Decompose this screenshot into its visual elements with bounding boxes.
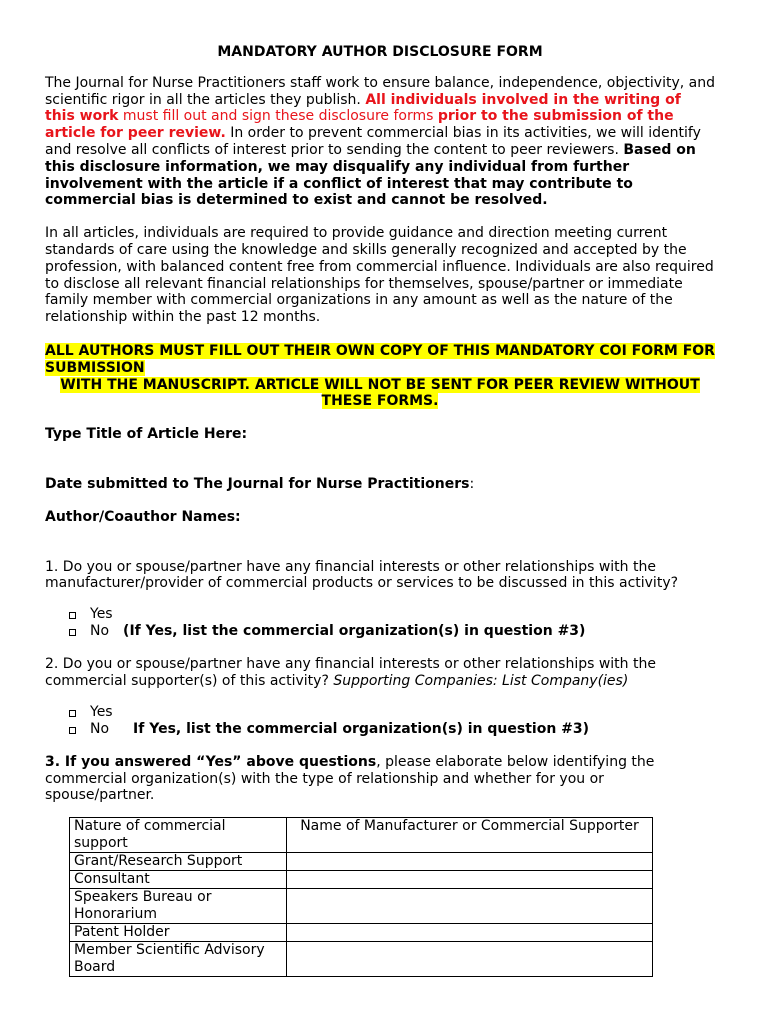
table-row-entry[interactable] [287, 853, 653, 871]
question-2-options [69, 704, 715, 738]
table-row-label: Grant/Research Support [70, 853, 287, 871]
date-submitted-colon: : [469, 475, 475, 492]
intro-warning-3: prior to the submission of the article for peer review. [45, 108, 674, 142]
q2-option-yes[interactable] [69, 704, 715, 721]
highlight-line-1: ALL AUTHORS MUST FILL OUT THEIR OWN COPY OF THIS MANDATORY COI FORM FOR SUBMISSION [45, 342, 715, 376]
table-header-nature: Nature of commercial support [70, 818, 287, 853]
q2-note: If Yes, list the commercial organization(s) in question #3) [133, 720, 590, 737]
table-row-label: Speakers Bureau or Honorarium [70, 889, 287, 924]
table-row-label: Member Scientific Advisory Board [70, 942, 287, 977]
intro-disqualify-notice: Based on this disclosure information, we may disqualify any individual from further involvement with the article if a conflict of interest that may contribute to commercial bias is determined to exist and cannot be resolved. [45, 141, 696, 209]
table-row [70, 942, 653, 977]
commercial-support-table [69, 817, 653, 977]
q2-option-no[interactable] [69, 721, 715, 738]
table-row-label: Patent Holder [70, 924, 287, 942]
date-submitted-row [45, 476, 715, 493]
q2-no-label: No [90, 720, 110, 737]
table-row [70, 889, 653, 924]
highlight-notice [45, 343, 715, 410]
intro-warning-2: must fill out and sign these disclosure forms [118, 108, 438, 125]
question-3 [45, 754, 715, 804]
authors-label: Author/Coauthor Names: [45, 508, 241, 525]
q1-yes-label: Yes [90, 606, 113, 623]
table-row [70, 924, 653, 942]
highlight-line-3: THESE FORMS. [321, 393, 439, 410]
checkbox-icon[interactable] [69, 710, 76, 717]
date-submitted-label: Date submitted to The Journal for Nurse Practitioners [45, 475, 470, 492]
intro-paragraph [45, 75, 715, 209]
q1-option-no[interactable] [69, 623, 715, 640]
table-row [70, 871, 653, 889]
q2-supporting-companies: Supporting Companies: List Company(ies) [333, 672, 629, 689]
table-row-entry[interactable] [287, 924, 653, 942]
q2-yes-label: Yes [90, 703, 113, 720]
article-title-label: Type Title of Article Here: [45, 426, 248, 443]
table-row-label: Consultant [70, 871, 287, 889]
q1-option-yes[interactable] [69, 606, 715, 623]
checkbox-icon[interactable] [69, 612, 76, 619]
table-row-entry[interactable] [287, 942, 653, 977]
q2-text: 2. Do you or spouse/partner have any financial interests or other relationships with the commercial supporter(s) of this activity? [45, 656, 656, 689]
q3-text: , please elaborate below identifying the commercial organization(s) with the type of relationship and whether for you or spouse/partner. [45, 753, 655, 804]
disclosure-form-page [45, 44, 715, 977]
table-row-entry[interactable] [287, 889, 653, 924]
intro-text-1: The Journal for Nurse Practitioners staff work to ensure balance, independence, objectivity, and scientific rigor in all the articles they publish. [45, 74, 715, 108]
table-header-row [70, 818, 653, 853]
q3-bold-lead: 3. If you answered “Yes” above questions [45, 753, 377, 770]
intro-warning-1: All individuals involved in the writing of this work [45, 91, 681, 125]
question-1-options [69, 606, 715, 640]
intro-text-2: In order to prevent commercial bias in its activities, we will identify and resolve all conflicts of interest prior to sending the content to peer reviewers. [45, 125, 701, 158]
table-row [70, 853, 653, 871]
table-header-manufacturer: Name of Manufacturer or Commercial Supporter [287, 818, 653, 853]
checkbox-icon[interactable] [69, 727, 76, 734]
requirements-paragraph: In all articles, individuals are required to provide guidance and direction meeting current standards of care using the knowledge and skills generally recognized and accepted by the profession, with balanced content free from commercial influence. Individuals are also required to disclose all relevant financial relationships for themselves, spouse/partner or immediate family member with commercial organizations in any amount as well as the nature of the relationship within the past 12 months. [45, 225, 714, 326]
question-1: 1. Do you or spouse/partner have any financial interests or other relationships with the manufacturer/provider of commercial products or services to be discussed in this activity? [45, 558, 679, 592]
table-row-entry[interactable] [287, 871, 653, 889]
q1-note: (If Yes, list the commercial organization(s) in question #3) [123, 623, 586, 640]
checkbox-icon[interactable] [69, 629, 76, 636]
question-2 [45, 656, 715, 690]
form-title: MANDATORY AUTHOR DISCLOSURE FORM [217, 44, 543, 60]
q1-no-label: No [90, 623, 110, 640]
highlight-line-2: WITH THE MANUSCRIPT. ARTICLE WILL NOT BE SENT FOR PEER REVIEW WITHOUT [60, 376, 700, 393]
